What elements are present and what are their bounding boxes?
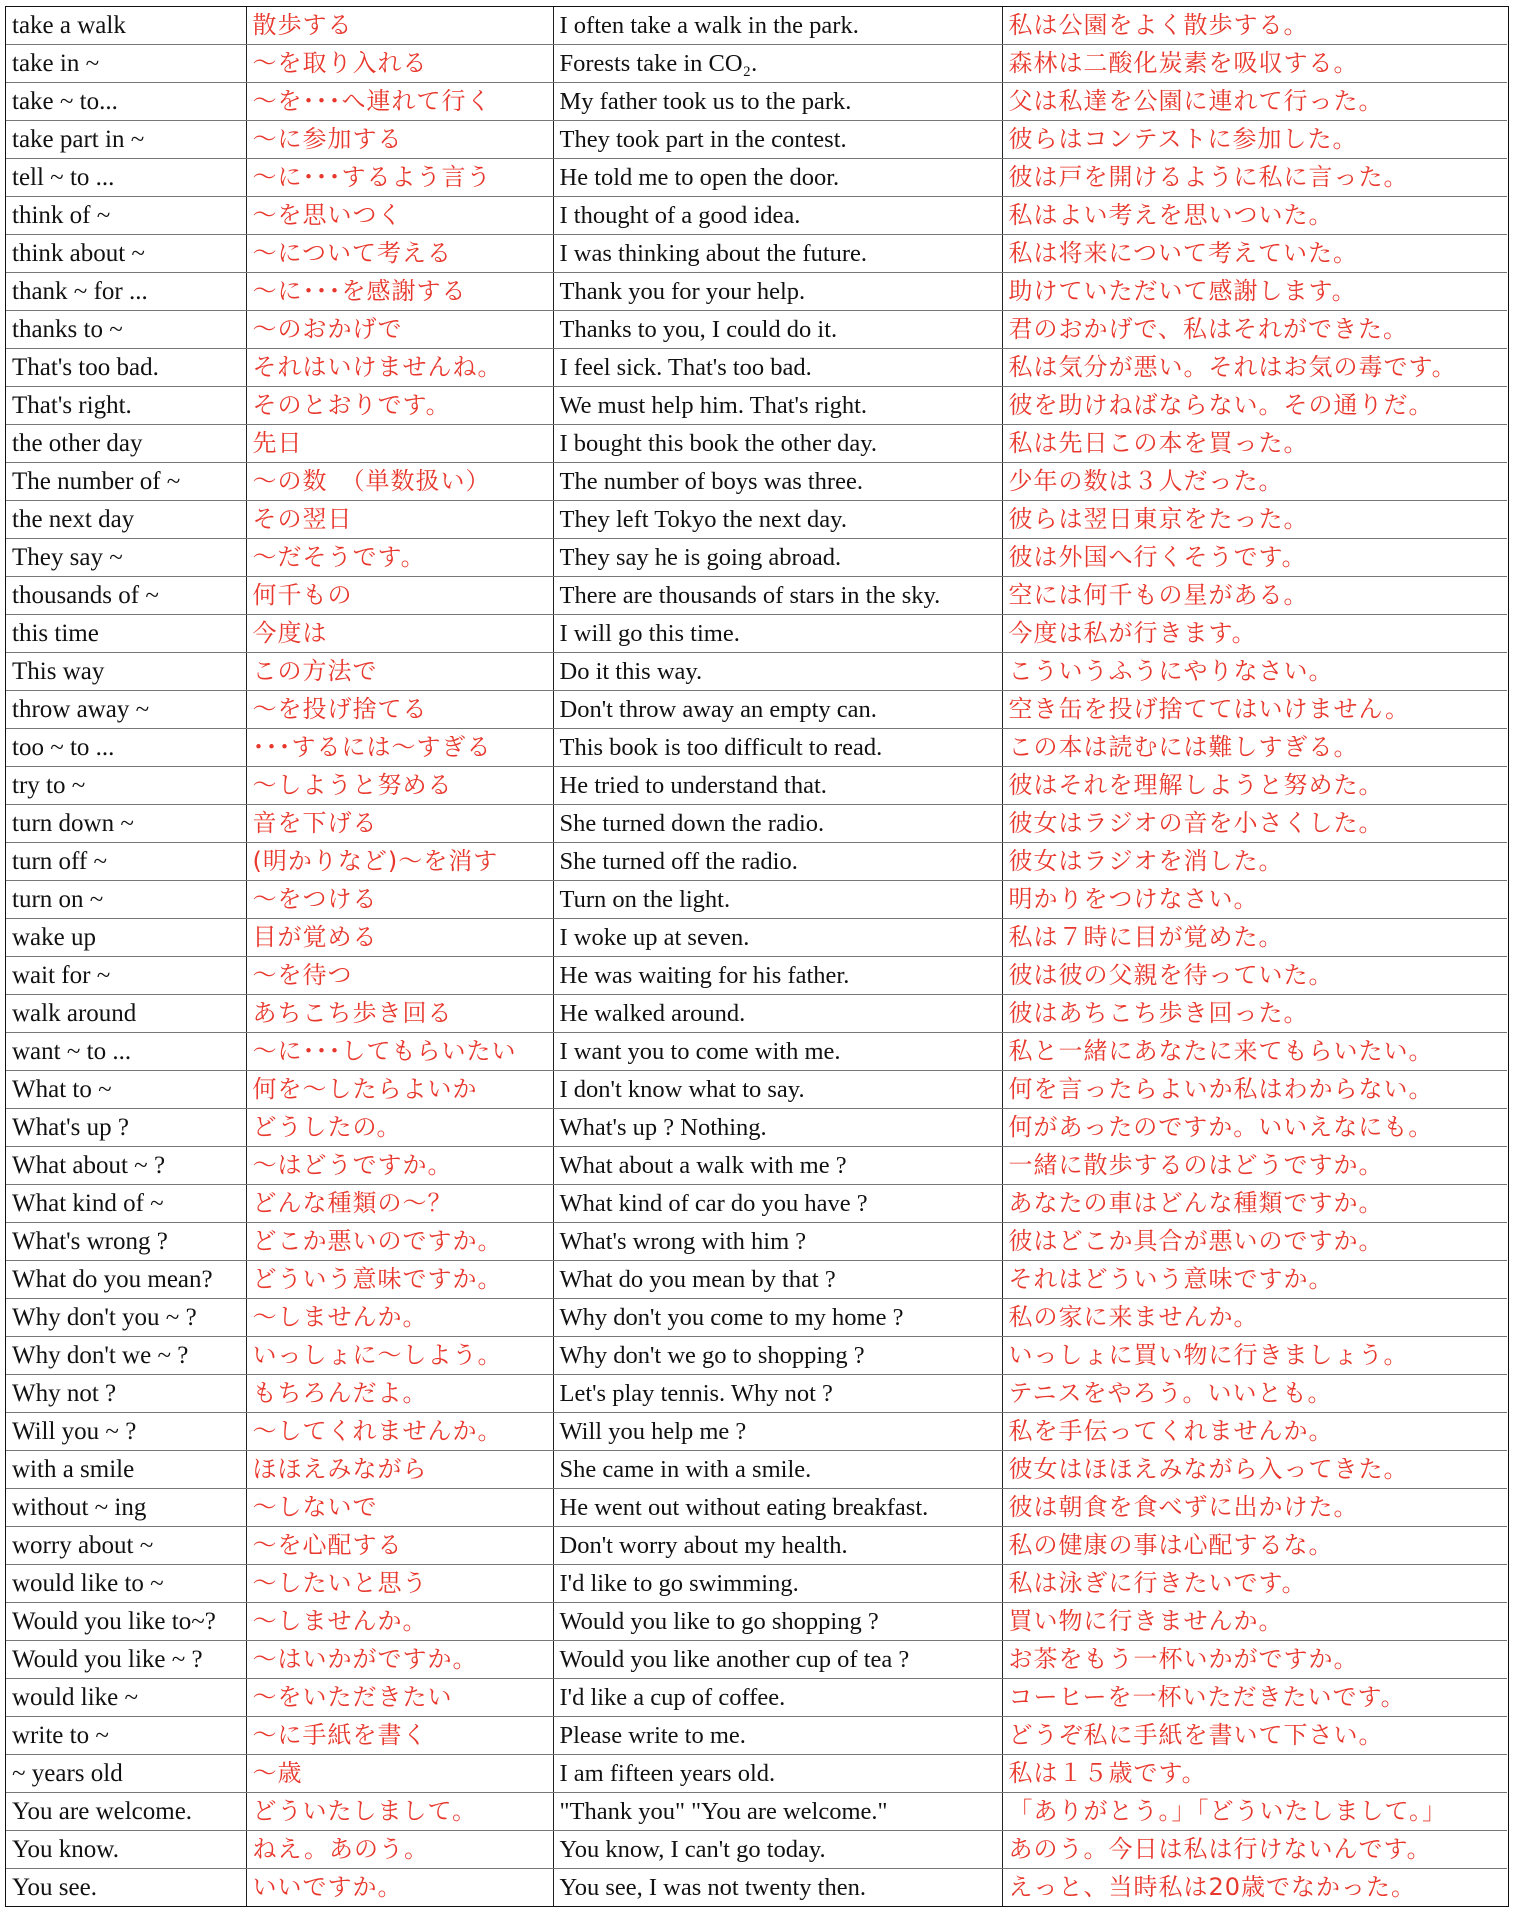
translation-cell: 彼は戸を開けるように私に言った。 — [1002, 159, 1507, 197]
example-cell: Do it this way. — [553, 653, 1002, 691]
phrase-cell: this time — [6, 615, 246, 653]
translation-cell: 彼を助けねばならない。その通りだ。 — [1002, 387, 1507, 425]
phrase-cell: without ~ ing — [6, 1489, 246, 1527]
example-cell: She came in with a smile. — [553, 1451, 1002, 1489]
meaning-cell: ～を思いつく — [246, 197, 553, 235]
translation-cell: 私の健康の事は心配するな。 — [1002, 1527, 1507, 1565]
phrase-cell: take in ~ — [6, 45, 246, 83]
table-row — [6, 1451, 1507, 1489]
phrase-cell: The number of ~ — [6, 463, 246, 501]
phrase-cell: the next day — [6, 501, 246, 539]
phrase-cell: take a walk — [6, 7, 246, 45]
example-cell: You see, I was not twenty then. — [553, 1869, 1002, 1907]
meaning-cell: ～しないで — [246, 1489, 553, 1527]
example-cell: What kind of car do you have ? — [553, 1185, 1002, 1223]
example-cell: Why don't we go to shopping ? — [553, 1337, 1002, 1375]
phrase-cell: turn off ~ — [6, 843, 246, 881]
table-row — [6, 463, 1507, 501]
phrase-cell: take ~ to... — [6, 83, 246, 121]
phrase-cell: thank ~ for ... — [6, 273, 246, 311]
meaning-cell: ･･･するには～すぎる — [246, 729, 553, 767]
table-row — [6, 767, 1507, 805]
meaning-cell: ～はどうですか。 — [246, 1147, 553, 1185]
translation-cell: あのう。今日は私は行けないんです。 — [1002, 1831, 1507, 1869]
meaning-cell: ～を･･･へ連れて行く — [246, 83, 553, 121]
table-row — [6, 577, 1507, 615]
meaning-cell: ～だそうです。 — [246, 539, 553, 577]
meaning-cell: ～を心配する — [246, 1527, 553, 1565]
phrase-cell: What about ~ ? — [6, 1147, 246, 1185]
example-cell: They say he is going abroad. — [553, 539, 1002, 577]
phrase-cell: think of ~ — [6, 197, 246, 235]
translation-cell: 私は公園をよく散歩する。 — [1002, 7, 1507, 45]
phrase-cell: throw away ~ — [6, 691, 246, 729]
phrase-cell: Why don't we ~ ? — [6, 1337, 246, 1375]
meaning-cell: そのとおりです。 — [246, 387, 553, 425]
example-cell: I will go this time. — [553, 615, 1002, 653]
translation-cell: こういうふうにやりなさい。 — [1002, 653, 1507, 691]
translation-cell: 私を手伝ってくれませんか。 — [1002, 1413, 1507, 1451]
translation-cell: 私は泳ぎに行きたいです。 — [1002, 1565, 1507, 1603]
meaning-cell: ～に参加する — [246, 121, 553, 159]
meaning-cell: ねえ。あのう。 — [246, 1831, 553, 1869]
table-row — [6, 83, 1507, 121]
meaning-cell: ～に･･･を感謝する — [246, 273, 553, 311]
table-row — [6, 501, 1507, 539]
phrase-cell: What's up ? — [6, 1109, 246, 1147]
translation-cell: 彼らはコンテストに参加した。 — [1002, 121, 1507, 159]
table-row — [6, 1071, 1507, 1109]
example-cell: Will you help me ? — [553, 1413, 1002, 1451]
meaning-cell: ～をいただきたい — [246, 1679, 553, 1717]
translation-cell: 彼はどこか具合が悪いのですか。 — [1002, 1223, 1507, 1261]
table-row — [6, 1603, 1507, 1641]
example-cell: Would you like to go shopping ? — [553, 1603, 1002, 1641]
translation-cell: 明かりをつけなさい。 — [1002, 881, 1507, 919]
example-cell: We must help him. That's right. — [553, 387, 1002, 425]
meaning-cell: ～しようと努める — [246, 767, 553, 805]
table-row — [6, 1109, 1507, 1147]
example-cell: What do you mean by that ? — [553, 1261, 1002, 1299]
example-cell: I woke up at seven. — [553, 919, 1002, 957]
example-cell: I often take a walk in the park. — [553, 7, 1002, 45]
table-row — [6, 1299, 1507, 1337]
table-row — [6, 1413, 1507, 1451]
example-cell: The number of boys was three. — [553, 463, 1002, 501]
example-cell: My father took us to the park. — [553, 83, 1002, 121]
table-row — [6, 235, 1507, 273]
example-cell: What's wrong with him ? — [553, 1223, 1002, 1261]
translation-cell: えっと、当時私は20歳でなかった。 — [1008, 1873, 1417, 1901]
translation-cell: 彼はそれを理解しようと努めた。 — [1002, 767, 1507, 805]
phrase-cell: try to ~ — [6, 767, 246, 805]
translation-cell: 私は先日この本を買った。 — [1002, 425, 1507, 463]
table-row — [6, 1527, 1507, 1565]
meaning-cell: どういう意味ですか。 — [246, 1261, 553, 1299]
phrase-cell: What do you mean? — [6, 1261, 246, 1299]
meaning-cell: どういたしまして。 — [246, 1793, 553, 1831]
meaning-cell: 目が覚める — [246, 919, 553, 957]
phrase-sheet — [5, 6, 1509, 1907]
translation-cell: 森林は二酸化炭素を吸収する。 — [1002, 45, 1507, 83]
phrase-cell: You are welcome. — [6, 1793, 246, 1831]
translation-cell: 私は気分が悪い。それはお気の毒です。 — [1002, 349, 1507, 387]
phrase-cell: want ~ to ... — [6, 1033, 246, 1071]
phrase-cell: would like to ~ — [6, 1565, 246, 1603]
phrase-cell: You know. — [6, 1831, 246, 1869]
phrase-cell: Why not ? — [6, 1375, 246, 1413]
example-cell: Don't worry about my health. — [553, 1527, 1002, 1565]
phrase-cell: with a smile — [6, 1451, 246, 1489]
translation-cell: 私はよい考えを思いついた。 — [1002, 197, 1507, 235]
meaning-cell: ～に手紙を書く — [246, 1717, 553, 1755]
meaning-cell: ～したいと思う — [246, 1565, 553, 1603]
phrase-cell: turn on ~ — [6, 881, 246, 919]
table-row — [6, 691, 1507, 729]
table-row — [6, 729, 1507, 767]
example-cell: Please write to me. — [553, 1717, 1002, 1755]
translation-cell: 彼女はラジオの音を小さくした。 — [1002, 805, 1507, 843]
meaning-cell: どこか悪いのですか。 — [246, 1223, 553, 1261]
example-cell: He was waiting for his father. — [553, 957, 1002, 995]
translation-cell: 空き缶を投げ捨ててはいけません。 — [1002, 691, 1507, 729]
example-cell: Would you like another cup of tea ? — [553, 1641, 1002, 1679]
translation-cell: この本は読むには難しすぎる。 — [1002, 729, 1507, 767]
table-row — [6, 1717, 1507, 1755]
meaning-cell: 何を～したらよいか — [246, 1071, 553, 1109]
example-cell: They left Tokyo the next day. — [553, 501, 1002, 539]
phrase-cell: That's right. — [6, 387, 246, 425]
table-row — [6, 1147, 1507, 1185]
example-cell: Why don't you come to my home ? — [553, 1299, 1002, 1337]
translation-cell: 私は１５歳です。 — [1002, 1755, 1507, 1793]
phrase-cell: walk around — [6, 995, 246, 1033]
table-row — [6, 45, 1507, 83]
example-cell: I was thinking about the future. — [553, 235, 1002, 273]
phrase-cell: the other day — [6, 425, 246, 463]
phrase-cell: You see. — [6, 1869, 246, 1907]
meaning-cell: いいですか。 — [246, 1869, 553, 1907]
example-cell: He told me to open the door. — [553, 159, 1002, 197]
example-cell: Thanks to you, I could do it. — [553, 311, 1002, 349]
table-row — [6, 1489, 1507, 1527]
phrase-cell: tell ~ to ... — [6, 159, 246, 197]
phrase-cell: What kind of ~ — [6, 1185, 246, 1223]
meaning-cell: 先日 — [246, 425, 553, 463]
translation-cell: 彼らは翌日東京をたった。 — [1002, 501, 1507, 539]
example-cell: I want you to come with me. — [553, 1033, 1002, 1071]
example-cell: I thought of a good idea. — [553, 197, 1002, 235]
table-row — [6, 995, 1507, 1033]
phrase-cell: thanks to ~ — [6, 311, 246, 349]
table-row — [6, 1831, 1507, 1869]
table-row — [6, 121, 1507, 159]
table-row — [6, 159, 1507, 197]
example-cell: I'd like to go swimming. — [553, 1565, 1002, 1603]
example-cell: He walked around. — [553, 995, 1002, 1033]
table-row — [6, 1033, 1507, 1071]
meaning-cell: もちろんだよ。 — [246, 1375, 553, 1413]
phrase-cell: write to ~ — [6, 1717, 246, 1755]
translation-cell: 私は７時に目が覚めた。 — [1002, 919, 1507, 957]
table-row — [6, 1869, 1507, 1907]
phrase-cell: think about ~ — [6, 235, 246, 273]
table-row — [6, 1755, 1507, 1793]
translation-cell: 空には何千もの星がある。 — [1002, 577, 1507, 615]
example-cell: They took part in the contest. — [553, 121, 1002, 159]
table-row — [6, 1679, 1507, 1717]
example-cell: He tried to understand that. — [553, 767, 1002, 805]
meaning-cell: (明かりなど)～を消す — [246, 843, 553, 881]
meaning-cell: ～に･･･するよう言う — [246, 159, 553, 197]
translation-cell: 私は将来について考えていた。 — [1002, 235, 1507, 273]
translation-cell: 私の家に来ませんか。 — [1002, 1299, 1507, 1337]
translation-cell: 父は私達を公園に連れて行った。 — [1002, 83, 1507, 121]
example-cell: This book is too difficult to read. — [553, 729, 1002, 767]
translation-cell: コーヒーを一杯いただきたいです。 — [1002, 1679, 1507, 1717]
example-cell: I am fifteen years old. — [553, 1755, 1002, 1793]
meaning-cell: ～を待つ — [246, 957, 553, 995]
example-cell: There are thousands of stars in the sky. — [553, 577, 1002, 615]
meaning-cell: 何千もの — [246, 577, 553, 615]
example-cell: I don't know what to say. — [553, 1071, 1002, 1109]
example-cell: Let's play tennis. Why not ? — [553, 1375, 1002, 1413]
meaning-cell: あちこち歩き回る — [246, 995, 553, 1033]
phrase-cell: What to ~ — [6, 1071, 246, 1109]
table-row — [6, 1223, 1507, 1261]
phrase-cell: Would you like to~? — [6, 1603, 246, 1641]
example-cell: "Thank you" "You are welcome." — [553, 1793, 1002, 1831]
phrase-table-body — [6, 7, 1507, 1906]
table-row — [6, 387, 1507, 425]
translation-cell: それはどういう意味ですか。 — [1002, 1261, 1507, 1299]
translation-cell: 「ありがとう。」「どういたしまして。」 — [1002, 1793, 1507, 1831]
table-row — [6, 197, 1507, 235]
phrase-cell: This way — [6, 653, 246, 691]
translation-cell: 何を言ったらよいか私はわからない。 — [1002, 1071, 1507, 1109]
table-row — [6, 1261, 1507, 1299]
meaning-cell: 散歩する — [246, 7, 553, 45]
phrase-cell: ~ years old — [6, 1755, 246, 1793]
translation-cell: 彼はあちこち歩き回った。 — [1002, 995, 1507, 1033]
table-row — [6, 539, 1507, 577]
phrase-cell: too ~ to ... — [6, 729, 246, 767]
translation-cell: 彼は朝食を食べずに出かけた。 — [1002, 1489, 1507, 1527]
phrase-cell: turn down ~ — [6, 805, 246, 843]
meaning-cell: 今度は — [246, 615, 553, 653]
example-cell: What's up ? Nothing. — [553, 1109, 1002, 1147]
meaning-cell: 音を下げる — [246, 805, 553, 843]
table-row — [6, 1185, 1507, 1223]
table-row — [6, 349, 1507, 387]
table-row — [6, 843, 1507, 881]
translation-cell: あなたの車はどんな種類ですか。 — [1002, 1185, 1507, 1223]
phrase-cell: thousands of ~ — [6, 577, 246, 615]
phrase-cell: take part in ~ — [6, 121, 246, 159]
translation-cell: 私と一緒にあなたに来てもらいたい。 — [1002, 1033, 1507, 1071]
translation-cell: 彼女はほほえみながら入ってきた。 — [1002, 1451, 1507, 1489]
table-row — [6, 1793, 1507, 1831]
phrase-table — [6, 7, 1507, 1906]
phrase-cell: wait for ~ — [6, 957, 246, 995]
meaning-cell: ～の数 （単数扱い） — [246, 463, 553, 501]
example-cell: Turn on the light. — [553, 881, 1002, 919]
translation-cell: 少年の数は３人だった。 — [1002, 463, 1507, 501]
example-cell: Forests take in CO₂. — [553, 45, 1002, 83]
table-row — [6, 881, 1507, 919]
example-cell: Don't throw away an empty can. — [553, 691, 1002, 729]
example-cell: I bought this book the other day. — [553, 425, 1002, 463]
meaning-cell: ～しませんか。 — [246, 1299, 553, 1337]
meaning-cell: ～をつける — [246, 881, 553, 919]
phrase-cell: wake up — [6, 919, 246, 957]
translation-cell: 彼は彼の父親を待っていた。 — [1002, 957, 1507, 995]
translation-cell: 一緒に散歩するのはどうですか。 — [1002, 1147, 1507, 1185]
translation-cell: 彼女はラジオを消した。 — [1002, 843, 1507, 881]
meaning-cell: それはいけませんね。 — [246, 349, 553, 387]
table-row — [6, 1641, 1507, 1679]
example-cell: I'd like a cup of coffee. — [553, 1679, 1002, 1717]
table-row — [6, 1565, 1507, 1603]
table-row — [6, 1337, 1507, 1375]
example-cell: He went out without eating breakfast. — [553, 1489, 1002, 1527]
translation-cell: 助けていただいて感謝します。 — [1002, 273, 1507, 311]
meaning-cell: ほほえみながら — [246, 1451, 553, 1489]
example-cell: What about a walk with me ? — [553, 1147, 1002, 1185]
meaning-cell: ～に･･･してもらいたい — [246, 1033, 553, 1071]
table-row — [6, 1375, 1507, 1413]
phrase-cell: Will you ~ ? — [6, 1413, 246, 1451]
table-row — [6, 919, 1507, 957]
table-row — [6, 805, 1507, 843]
meaning-cell: ～歳 — [246, 1755, 553, 1793]
phrase-cell: Why don't you ~ ? — [6, 1299, 246, 1337]
translation-cell: お茶をもう一杯いかがですか。 — [1002, 1641, 1507, 1679]
translation-cell: 彼は外国へ行くそうです。 — [1002, 539, 1507, 577]
translation-cell: 何があったのですか。いいえなにも。 — [1002, 1109, 1507, 1147]
translation-cell: どうぞ私に手紙を書いて下さい。 — [1002, 1717, 1507, 1755]
table-row — [6, 653, 1507, 691]
phrase-cell: They say ~ — [6, 539, 246, 577]
phrase-cell: worry about ~ — [6, 1527, 246, 1565]
translation-cell: いっしょに買い物に行きましょう。 — [1002, 1337, 1507, 1375]
translation-cell: 買い物に行きませんか。 — [1002, 1603, 1507, 1641]
translation-cell: テニスをやろう。いいとも。 — [1002, 1375, 1507, 1413]
meaning-cell: ～のおかげで — [246, 311, 553, 349]
phrase-cell: Would you like ~ ? — [6, 1641, 246, 1679]
phrase-cell: would like ~ — [6, 1679, 246, 1717]
table-row — [6, 425, 1507, 463]
example-cell: Thank you for your help. — [553, 273, 1002, 311]
phrase-cell: What's wrong ? — [6, 1223, 246, 1261]
example-cell: I feel sick. That's too bad. — [553, 349, 1002, 387]
example-cell: You know, I can't go today. — [553, 1831, 1002, 1869]
meaning-cell: ～はいかがですか。 — [246, 1641, 553, 1679]
example-cell: She turned off the radio. — [553, 843, 1002, 881]
table-row — [6, 957, 1507, 995]
example-cell: She turned down the radio. — [553, 805, 1002, 843]
meaning-cell: ～を投げ捨てる — [246, 691, 553, 729]
meaning-cell: ～について考える — [246, 235, 553, 273]
meaning-cell: どんな種類の～？ — [246, 1185, 553, 1223]
meaning-cell: ～しませんか。 — [246, 1603, 553, 1641]
meaning-cell: ～を取り入れる — [246, 45, 553, 83]
meaning-cell: ～してくれませんか。 — [246, 1413, 553, 1451]
meaning-cell: その翌日 — [246, 501, 553, 539]
table-row — [6, 273, 1507, 311]
meaning-cell: どうしたの。 — [246, 1109, 553, 1147]
table-row — [6, 615, 1507, 653]
table-row — [6, 311, 1507, 349]
phrase-cell: That's too bad. — [6, 349, 246, 387]
translation-cell: 今度は私が行きます。 — [1002, 615, 1507, 653]
table-row — [6, 7, 1507, 45]
translation-cell: 君のおかげで、私はそれができた。 — [1002, 311, 1507, 349]
meaning-cell: いっしょに～しよう。 — [246, 1337, 553, 1375]
meaning-cell: この方法で — [246, 653, 553, 691]
